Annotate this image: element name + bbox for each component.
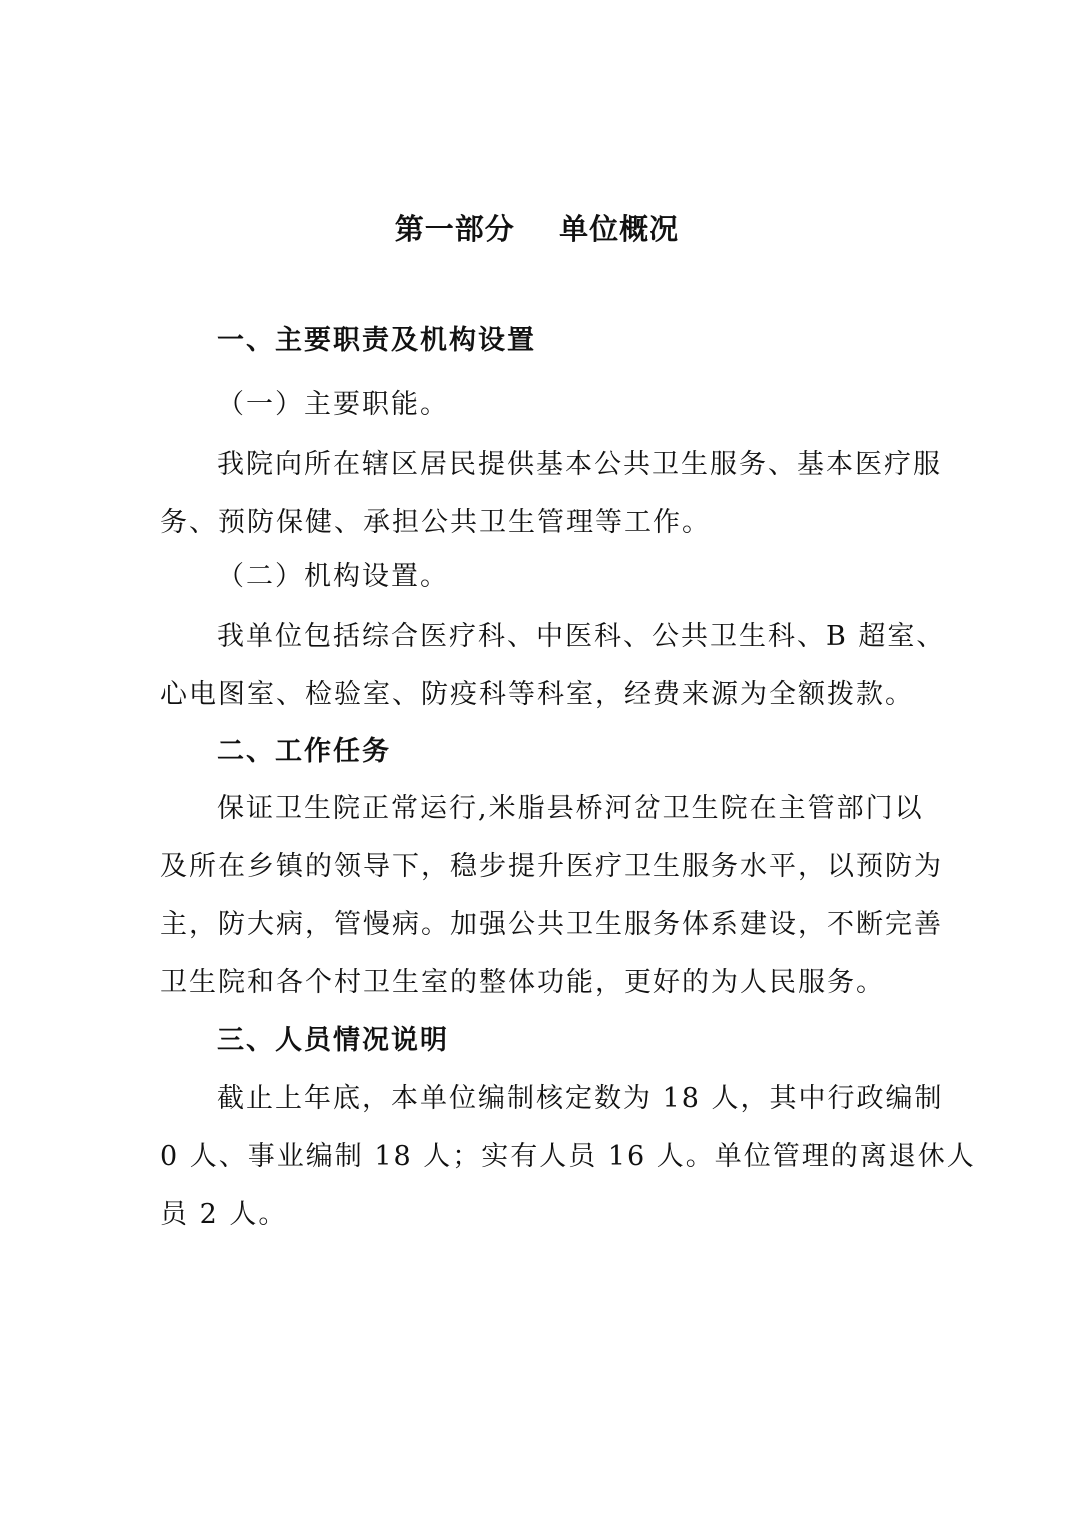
paragraph-tasks — [160, 780, 943, 1012]
paragraph-main-functions — [160, 436, 942, 552]
paragraph-line: 及所在乡镇的领导下，稳步提升医疗卫生服务水平，以预防为 — [160, 851, 943, 882]
paragraph-line: 0 人、事业编制 18 人；实有人员 16 人。单位管理的离退休人 — [160, 1141, 976, 1172]
section-heading-personnel: 三、人员情况说明 — [217, 1025, 449, 1056]
subheading-organization: （二）机构设置。 — [217, 561, 449, 592]
paragraph-line: 心电图室、检验室、防疫科等科室，经费来源为全额拨款。 — [160, 679, 914, 710]
paragraph-line: 我单位包括综合医疗科、中医科、公共卫生科、B 超室、 — [217, 621, 946, 652]
paragraph-line: 保证卫生院正常运行,米脂县桥河岔卫生院在主管部门以 — [217, 793, 924, 824]
section-heading-tasks: 二、工作任务 — [217, 736, 391, 767]
paragraph-line: 卫生院和各个村卫生室的整体功能，更好的为人民服务。 — [160, 967, 885, 998]
paragraph-line: 务、预防保健、承担公共卫生管理等工作。 — [160, 507, 711, 538]
paragraph-line: 员 2 人。 — [160, 1199, 288, 1230]
paragraph-organization — [160, 608, 946, 724]
paragraph-line: 主，防大病，管慢病。加强公共卫生服务体系建设，不断完善 — [160, 909, 943, 940]
paragraph-line: 我院向所在辖区居民提供基本公共卫生服务、基本医疗服 — [217, 449, 942, 480]
document-title: 第一部分 单位概况 — [394, 212, 680, 246]
subheading-main-functions: （一）主要职能。 — [217, 389, 449, 420]
paragraph-line: 截止上年底，本单位编制核定数为 18 人，其中行政编制 — [217, 1083, 944, 1114]
paragraph-personnel — [160, 1070, 976, 1244]
section-heading-responsibilities: 一、主要职责及机构设置 — [217, 325, 536, 356]
